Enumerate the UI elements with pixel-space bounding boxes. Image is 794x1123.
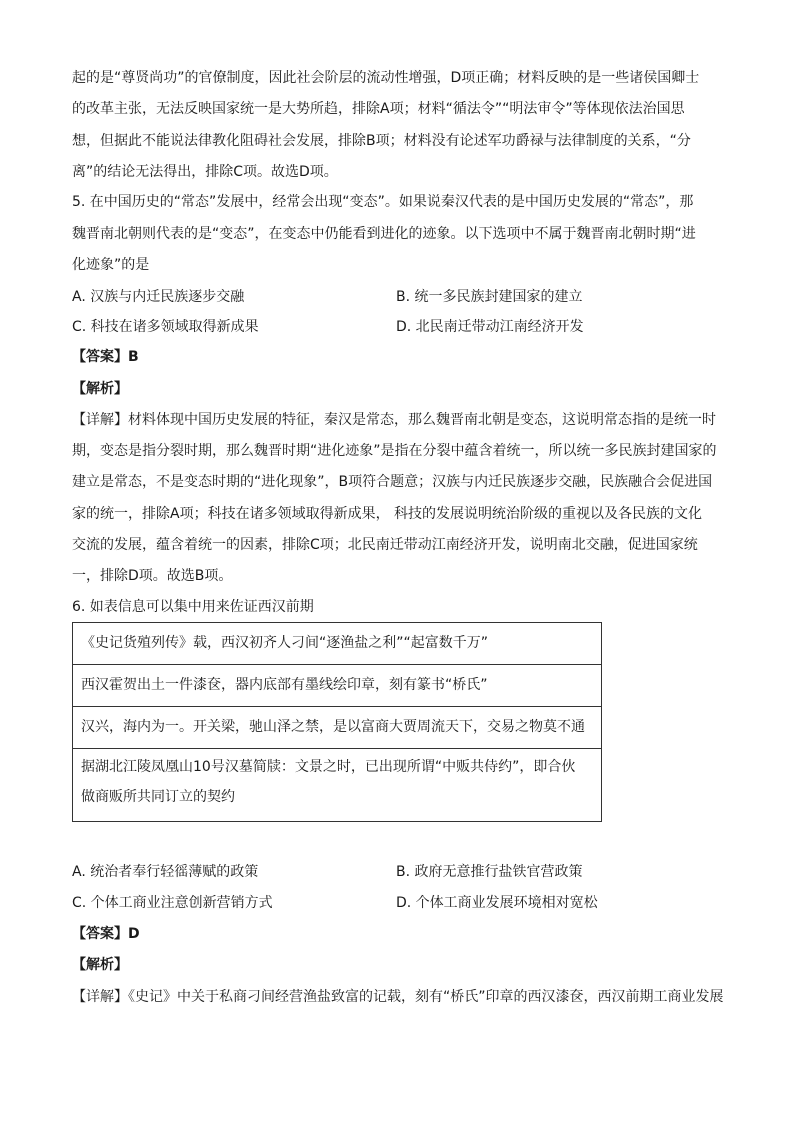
q6-option-b: B. 政府无意推行盐铁官营政策	[396, 864, 583, 880]
q6-stem: 6. 如表信息可以集中用来佐证西汉前期	[72, 599, 314, 615]
q5-detail-line-6: 一，排除D项。故选B项。	[72, 568, 233, 584]
q5-detail-line-4: 家的统一，排除A项；科技在诸多领域取得新成果， 科技的发展说明统治阶级的重视以及各民族的文化	[72, 506, 703, 522]
q5-answer: 【答案】B	[72, 349, 139, 365]
q5-option-d: D. 北民南迁带动江南经济开发	[396, 319, 584, 335]
q6-option-c: C. 个体工商业注意创新营销方式	[72, 895, 273, 911]
table-cell-text: 西汉霍贺出土一件漆奁，器内底部有墨线绘印章，刻有篆书“桥氏”	[81, 677, 488, 693]
intro-line-2: 的改革主张，无法反映国家统一是大势所趋，排除A项；材料“循法令”“明法审令”等体现依法治国思	[72, 101, 685, 117]
table-row-3	[73, 707, 601, 749]
intro-line-4: 离”的结论无法得出，排除C项。故选D项。	[72, 164, 338, 180]
q5-option-b: B. 统一多民族封建国家的建立	[396, 289, 583, 305]
q5-detail-line-1: 【详解】材料体现中国历史发展的特征，秦汉是常态，那么魏晋南北朝是变态，这说明常态指的是统一时	[72, 412, 716, 428]
table-row-4	[73, 749, 601, 821]
q5-option-a: A. 汉族与内迁民族逐步交融	[72, 289, 245, 305]
table-row-1	[73, 623, 601, 665]
table-row-2	[73, 665, 601, 707]
q6-evidence-table	[72, 622, 602, 822]
q5-detail-line-2: 期，变态是指分裂时期，那么魏晋时期“进化迹象”是指在分裂中蕴含着统一，所以统一多民族封建国家的	[72, 443, 717, 459]
intro-line-3: 想，但据此不能说法律教化阻碍社会发展，排除B项；材料没有论述军功爵禄与法律制度的关系，“分	[72, 133, 691, 149]
table-cell-text: 汉兴，海内为一。开关梁，驰山泽之禁，是以富商大贾周流天下，交易之物莫不通	[81, 719, 585, 735]
q5-stem-line-3: 化迹象”的是	[72, 257, 150, 273]
table-cell-text-line-2: 做商贩所共同订立的契约	[81, 789, 235, 805]
q6-analysis-label: 【解析】	[72, 957, 128, 973]
intro-line-1: 起的是“尊贤尚功”的官僚制度，因此社会阶层的流动性增强，D项正确；材料反映的是一些诸侯国卿士	[72, 70, 700, 86]
q6-option-d: D. 个体工商业发展环境相对宽松	[396, 895, 598, 911]
q6-option-a: A. 统治者奉行轻徭薄赋的政策	[72, 864, 259, 880]
q5-stem-line-2: 魏晋南北朝则代表的是“变态”，在变态中仍能看到进化的迹象。以下选项中不属于魏晋南北朝时期“进	[72, 226, 696, 242]
table-cell-text-line-1: 据湖北江陵凤凰山10号汉墓简牍：文景之时，已出现所谓“中贩共侍约”，即合伙	[81, 759, 576, 775]
q6-answer: 【答案】D	[72, 926, 140, 942]
q5-option-c: C. 科技在诸多领域取得新成果	[72, 319, 259, 335]
q5-analysis-label: 【解析】	[72, 381, 128, 397]
q5-detail-line-3: 建立是常态，不是变态时期的“进化现象”，B项符合题意；汉族与内迁民族逐步交融，民族融合会促进国	[72, 474, 713, 490]
q5-stem-line-1: 5. 在中国历史的“常态”发展中，经常会出现“变态”。如果说秦汉代表的是中国历史发展的“常态”，那	[72, 194, 694, 210]
q5-detail-line-5: 交流的发展，蕴含着统一的因素，排除C项；北民南迁带动江南经济开发，说明南北交融，促进国家统	[72, 537, 698, 553]
table-cell-text: 《史记货殖列传》载，西汉初齐人刁间“逐渔盐之利”“起富数千万”	[81, 635, 489, 651]
q6-detail-line-1: 【详解】《史记》中关于私商刁间经营渔盐致富的记载，刻有“桥氏”印章的西汉漆奁，西汉前期工商业发展	[72, 989, 724, 1005]
